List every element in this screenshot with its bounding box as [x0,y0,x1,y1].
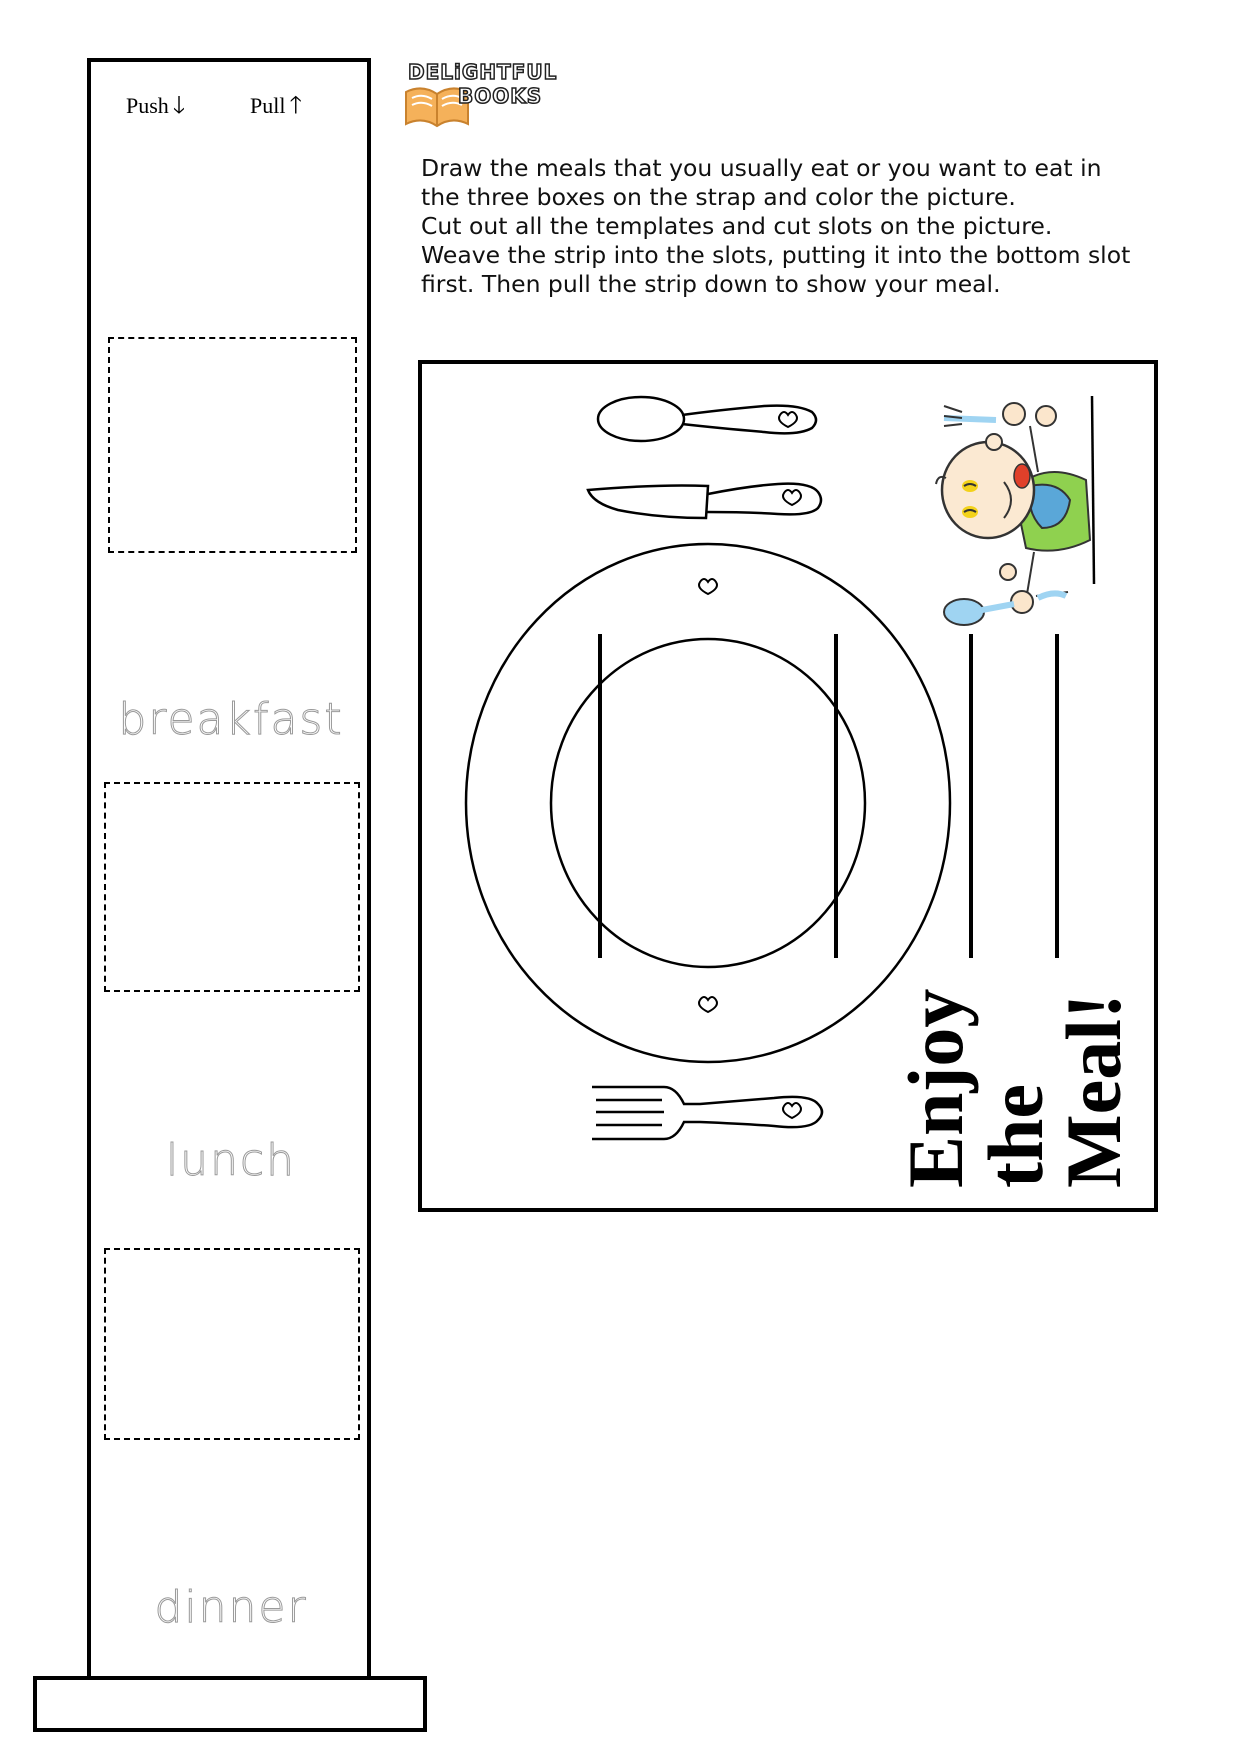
delightful-books-logo [398,58,558,128]
dinner-label: dinner [154,1582,308,1633]
fork-icon [592,1087,822,1139]
instruction-line: Cut out all the templates and cut slots on the picture. [421,212,1053,240]
spoon-icon [598,397,816,441]
logo-text-line1: DELiGHTFUL [408,60,558,84]
enjoy-text-line: Enjoy [892,988,979,1188]
instruction-line: Draw the meals that you usually eat or you want to eat in [421,154,1102,182]
arrow-down-icon: 🡓 [172,93,186,119]
lunch-drawing-box[interactable] [104,782,360,992]
placemat-picture[interactable] [418,360,1158,1212]
instruction-line: first. Then pull the strip down to show your meal. [421,270,1001,298]
logo-text-line2: BOOKS [458,84,543,108]
push-label: Push 🡓 [126,93,186,119]
breakfast-label: breakfast [118,694,344,745]
enjoy-text-line: Meal! [1050,993,1137,1188]
breakfast-drawing-box[interactable] [108,337,357,553]
knife-icon [588,484,821,518]
strip-pull-tab[interactable] [33,1676,427,1732]
enjoy-text-line: the [972,1084,1059,1188]
instructions [421,154,1141,299]
lunch-label: lunch [165,1135,297,1186]
instruction-line: the three boxes on the strap and color the picture. [421,183,1016,211]
dinner-drawing-box[interactable] [104,1248,360,1440]
arrow-up-icon: 🡑 [289,93,302,119]
child-holding-cutlery-illustration [936,396,1094,625]
instruction-line: Weave the strip into the slots, putting it into the bottom slot [421,241,1131,269]
plate-icon [466,544,950,1062]
pull-label: Pull 🡑 [250,93,302,119]
